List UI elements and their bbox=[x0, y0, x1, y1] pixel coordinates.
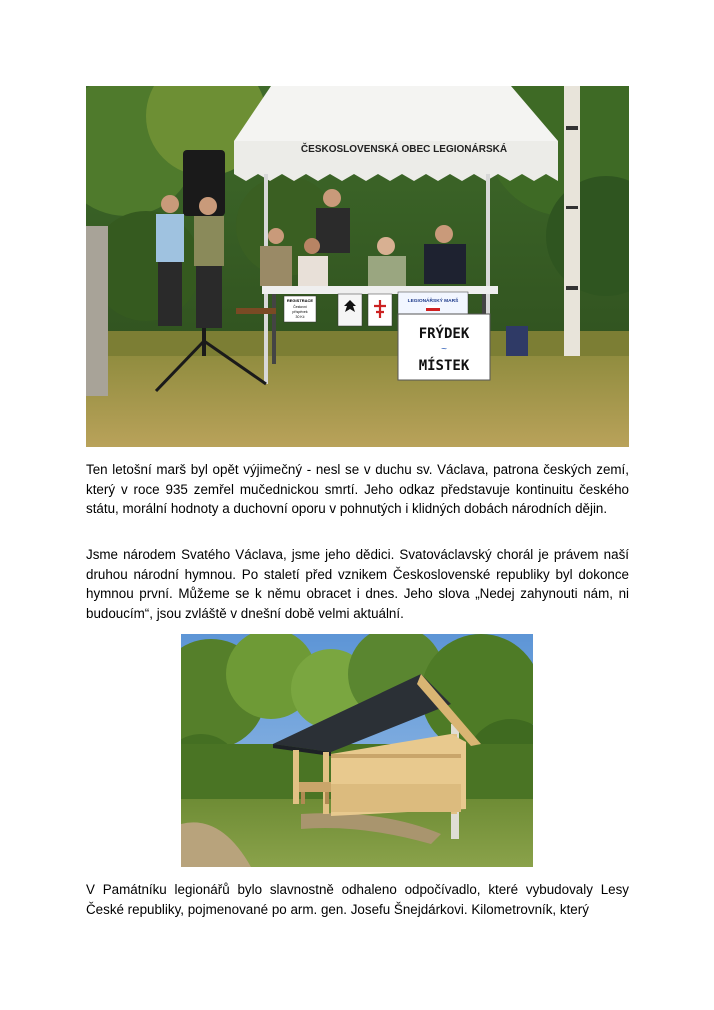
paragraph-national-anthem: Jsme národem Svatého Václava, jsme jeho dědici. Svatováclavský chorál je právem naší druhou národní hymnou. Po staletí před vznikem Československé republiky byl dokonce hymnou první. Můžeme se k němu obracet i dnes. Jeho slova „Nedej zahynouti nám, ni budoucím“, jsou zvláště v dnešní době velmi aktuální. bbox=[86, 547, 629, 621]
event-tent-photo bbox=[86, 86, 629, 447]
sign-small-header: LEGIONÁŘSKÝ MARŠ bbox=[407, 299, 459, 304]
wooden-shelter-photo bbox=[181, 634, 533, 867]
paragraph-saint-wenceslas-march: Ten letošní marš byl opět výjimečný - nesl se v duchu sv. Václava, patrona českých zemí, který v roce 935 zemřel mučednickou smrtí. Jeho odkaz představuje kontinuitu českého státu, morální hodnoty a duchovní oporu v pohnutých i klidných dobách národních dějin. bbox=[86, 462, 629, 516]
paragraph-rest-area: V Památníku legionářů bylo slavnostně odhaleno odpočívadlo, které vybudovaly Lesy České republiky, pojmenované po arm. gen. Josefu Šnejdárkovi. Kilometrovník, který bbox=[86, 882, 629, 917]
registration-line-3: příspěvek bbox=[292, 310, 308, 314]
registration-line-2: Čestovní bbox=[293, 305, 307, 309]
tilde-mark: ~ bbox=[441, 344, 447, 355]
registration-line-1: REGISTRACE bbox=[286, 298, 314, 303]
registration-line-4: 30 Kč bbox=[295, 315, 305, 319]
sign-main-line-2: MÍSTEK bbox=[418, 358, 470, 374]
sign-main-line-1: FRÝDEK bbox=[418, 326, 470, 342]
tent-banner-text: ČESKOSLOVENSKÁ OBEC LEGIONÁRSKÁ bbox=[300, 144, 508, 155]
